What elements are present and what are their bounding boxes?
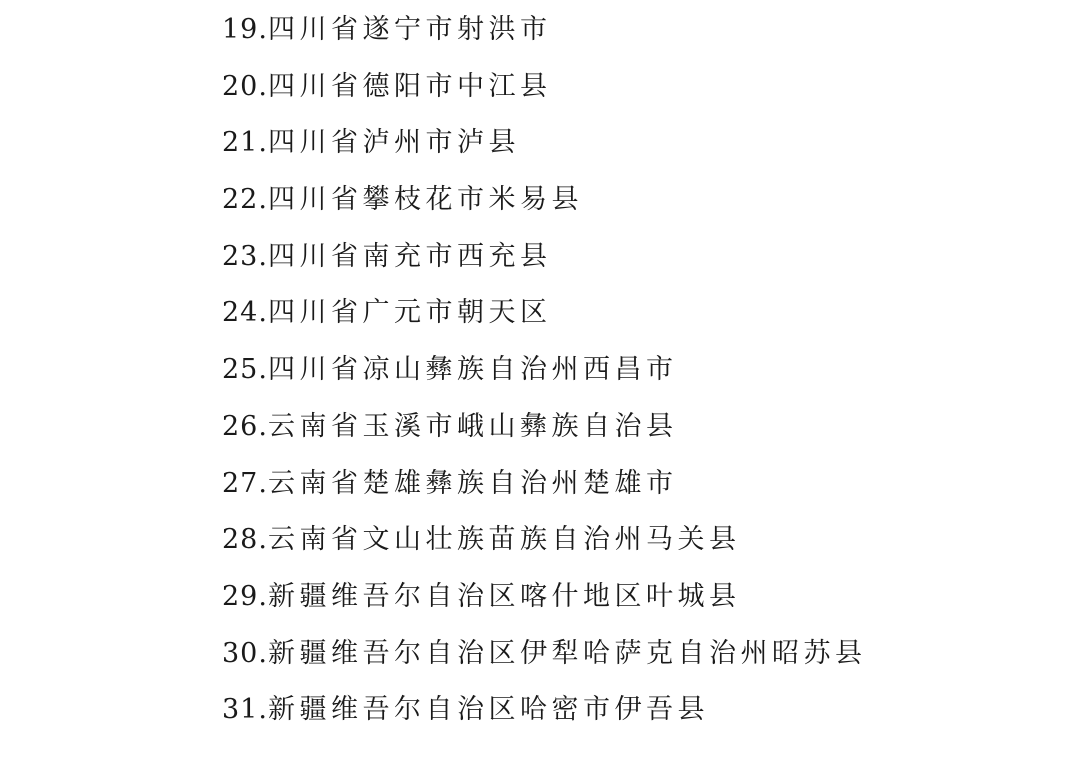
county-list [222,8,866,745]
item-text: 新疆维吾尔自治区哈密市伊吾县 [267,694,709,726]
list-item [222,178,866,235]
item-number: 22. [222,184,268,216]
list-item [222,405,866,462]
item-text: 四川省广元市朝天区 [267,297,552,329]
list-item [222,688,866,745]
item-number: 23. [222,240,268,272]
item-number: 25. [222,354,268,386]
item-text: 四川省凉山彝族自治州西昌市 [267,354,678,386]
item-text: 四川省南充市西充县 [267,240,552,272]
list-item [222,575,866,632]
item-text: 四川省德阳市中江县 [267,70,552,102]
item-number: 28. [222,524,268,556]
item-number: 20. [222,70,268,102]
list-item [222,348,866,405]
list-item [222,121,866,178]
list-item [222,8,866,65]
item-number: 24. [222,297,268,329]
list-item [222,462,866,519]
item-text: 云南省楚雄彝族自治州楚雄市 [267,467,678,499]
item-number: 19. [222,14,268,45]
item-text: 新疆维吾尔自治区伊犁哈萨克自治州昭苏县 [267,637,867,669]
list-item [222,291,866,348]
item-text: 云南省文山壮族苗族自治州马关县 [267,524,741,556]
item-text: 云南省玉溪市峨山彝族自治县 [267,410,678,442]
list-item [222,518,866,575]
item-text: 四川省遂宁市射洪市 [267,14,552,45]
item-number: 30. [222,637,268,669]
item-number: 26. [222,410,268,442]
item-number: 31. [222,694,268,726]
item-number: 27. [222,467,268,499]
list-item [222,235,866,292]
list-item [222,632,866,689]
item-number: 29. [222,580,268,612]
item-text: 新疆维吾尔自治区喀什地区叶城县 [267,580,741,612]
list-item [222,65,866,122]
item-text: 四川省攀枝花市米易县 [267,184,583,216]
item-number: 21. [222,127,268,159]
item-text: 四川省泸州市泸县 [267,127,520,159]
